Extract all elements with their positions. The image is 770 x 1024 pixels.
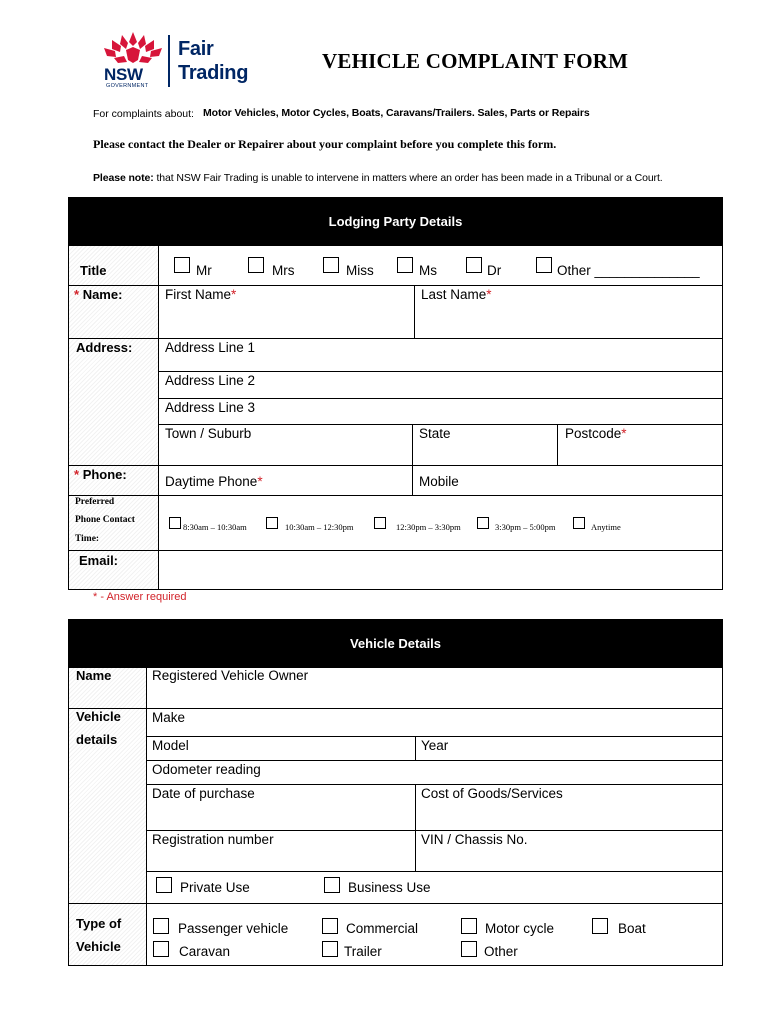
email-field[interactable]	[159, 551, 722, 589]
time-1530-label: 3:30pm – 5:00pm	[495, 522, 556, 532]
motor-cycle-checkbox[interactable]	[461, 918, 477, 934]
title-mr-checkbox[interactable]	[174, 257, 190, 273]
phone-label-text: Phone:	[82, 467, 127, 482]
commercial-label: Commercial	[346, 921, 419, 936]
answer-required-note: * - Answer required	[93, 591, 187, 603]
address-line1-field[interactable]: Address Line 1	[165, 340, 256, 355]
preferred-label-line2: Phone Contact	[75, 515, 135, 525]
title-ms-checkbox[interactable]	[397, 257, 413, 273]
preferred-label-line3: Time:	[75, 534, 100, 544]
daytime-phone-label: Daytime Phone	[165, 474, 258, 489]
postcode-field[interactable]	[565, 426, 627, 441]
title-dr-label: Dr	[487, 263, 502, 278]
trailer-label: Trailer	[344, 944, 382, 959]
boat-checkbox[interactable]	[592, 918, 608, 934]
address-line2-field[interactable]: Address Line 2	[165, 373, 256, 388]
last-name-label: Last Name	[421, 287, 487, 302]
caravan-label: Caravan	[179, 944, 231, 959]
type-of-vehicle-label-1: Type of	[76, 916, 122, 931]
logo-trading-text: Trading	[178, 62, 249, 84]
about-label: For complaints about:	[93, 108, 194, 120]
private-use-label: Private Use	[180, 880, 250, 895]
time-0830-checkbox[interactable]	[169, 517, 181, 529]
last-name-field[interactable]	[421, 287, 492, 302]
preferred-label-line1: Preferred	[75, 497, 115, 507]
type-of-vehicle-label-2: Vehicle	[76, 939, 121, 954]
title-dr-checkbox[interactable]	[466, 257, 482, 273]
title-other-label: Other ______________	[557, 263, 700, 278]
time-0830-label: 8:30am – 10:30am	[183, 522, 247, 532]
required-mark: *	[257, 474, 263, 489]
form-title: VEHICLE COMPLAINT FORM	[322, 49, 629, 73]
business-use-label: Business Use	[348, 880, 431, 895]
vin-field[interactable]: VIN / Chassis No.	[421, 832, 528, 847]
logo-government-text: GOVERNMENT	[106, 83, 149, 89]
title-mrs-label: Mrs	[272, 263, 295, 278]
logo-nsw-text: NSW	[104, 65, 143, 84]
waratah-icon	[100, 30, 166, 66]
title-mr-label: Mr	[196, 263, 212, 278]
motor-cycle-label: Motor cycle	[485, 921, 555, 936]
title-mrs-checkbox[interactable]	[248, 257, 264, 273]
name-label-text: Name:	[82, 287, 123, 302]
registered-owner-field[interactable]: Registered Vehicle Owner	[152, 668, 309, 683]
title-other-checkbox[interactable]	[536, 257, 552, 273]
nsw-fair-trading-logo	[100, 30, 260, 92]
required-mark: *	[621, 426, 627, 441]
passenger-vehicle-checkbox[interactable]	[153, 918, 169, 934]
commercial-checkbox[interactable]	[322, 918, 338, 934]
required-mark: *	[74, 287, 80, 302]
date-of-purchase-field[interactable]: Date of purchase	[152, 786, 255, 801]
address-label: Address:	[76, 340, 133, 355]
business-use-checkbox[interactable]	[324, 877, 340, 893]
registration-field[interactable]: Registration number	[152, 832, 274, 847]
about-value: Motor Vehicles, Motor Cycles, Boats, Caravans/Trailers. Sales, Parts or Repairs	[203, 107, 590, 119]
first-name-label: First Name	[165, 287, 232, 302]
time-1030-checkbox[interactable]	[266, 517, 278, 529]
postcode-label: Postcode	[565, 426, 622, 441]
time-anytime-label: Anytime	[591, 522, 621, 532]
time-1530-checkbox[interactable]	[477, 517, 489, 529]
state-field[interactable]: State	[419, 426, 451, 441]
name-label	[74, 287, 122, 302]
required-mark: *	[486, 287, 492, 302]
email-label: Email:	[79, 553, 119, 568]
odometer-field[interactable]: Odometer reading	[152, 762, 261, 777]
time-anytime-checkbox[interactable]	[573, 517, 585, 529]
other-vehicle-label: Other	[484, 944, 518, 959]
lodging-party-header: Lodging Party Details	[68, 197, 723, 245]
caravan-checkbox[interactable]	[153, 941, 169, 957]
time-1230-checkbox[interactable]	[374, 517, 386, 529]
please-note-text: that NSW Fair Trading is unable to intervene in matters where an order has been made in a Tribunal or a Court.	[153, 172, 663, 184]
required-mark: *	[231, 287, 237, 302]
title-ms-label: Ms	[419, 263, 437, 278]
logo-divider	[168, 35, 170, 87]
boat-label: Boat	[618, 921, 646, 936]
vehicle-details-label-2: details	[76, 732, 118, 747]
other-vehicle-checkbox[interactable]	[461, 941, 477, 957]
required-mark: *	[74, 467, 80, 482]
daytime-phone-field[interactable]	[165, 474, 263, 489]
title-miss-checkbox[interactable]	[323, 257, 339, 273]
passenger-vehicle-label: Passenger vehicle	[178, 921, 289, 936]
cost-field[interactable]: Cost of Goods/Services	[421, 786, 563, 801]
private-use-checkbox[interactable]	[156, 877, 172, 893]
please-note-label: Please note:	[93, 172, 154, 184]
first-name-field[interactable]	[165, 287, 236, 302]
vehicle-details-header: Vehicle Details	[68, 619, 723, 667]
please-note	[93, 172, 663, 184]
title-label: Title	[80, 263, 107, 278]
vehicle-details-label-1: Vehicle	[76, 709, 121, 724]
phone-label	[74, 467, 127, 482]
trailer-checkbox[interactable]	[322, 941, 338, 957]
logo-fair-text: Fair	[178, 38, 214, 60]
contact-dealer-note: Please contact the Dealer or Repairer about your complaint before you complete this form.	[93, 137, 557, 151]
town-suburb-field[interactable]: Town / Suburb	[165, 426, 252, 441]
title-miss-label: Miss	[346, 263, 374, 278]
vehicle-name-label: Name	[76, 668, 112, 683]
address-line3-field[interactable]: Address Line 3	[165, 400, 256, 415]
mobile-field[interactable]: Mobile	[419, 474, 459, 489]
model-field[interactable]: Model	[152, 738, 189, 753]
time-1230-label: 12:30pm – 3:30pm	[396, 522, 461, 532]
time-1030-label: 10:30am – 12:30pm	[285, 522, 354, 532]
year-field[interactable]: Year	[421, 738, 449, 753]
make-field[interactable]: Make	[152, 710, 186, 725]
